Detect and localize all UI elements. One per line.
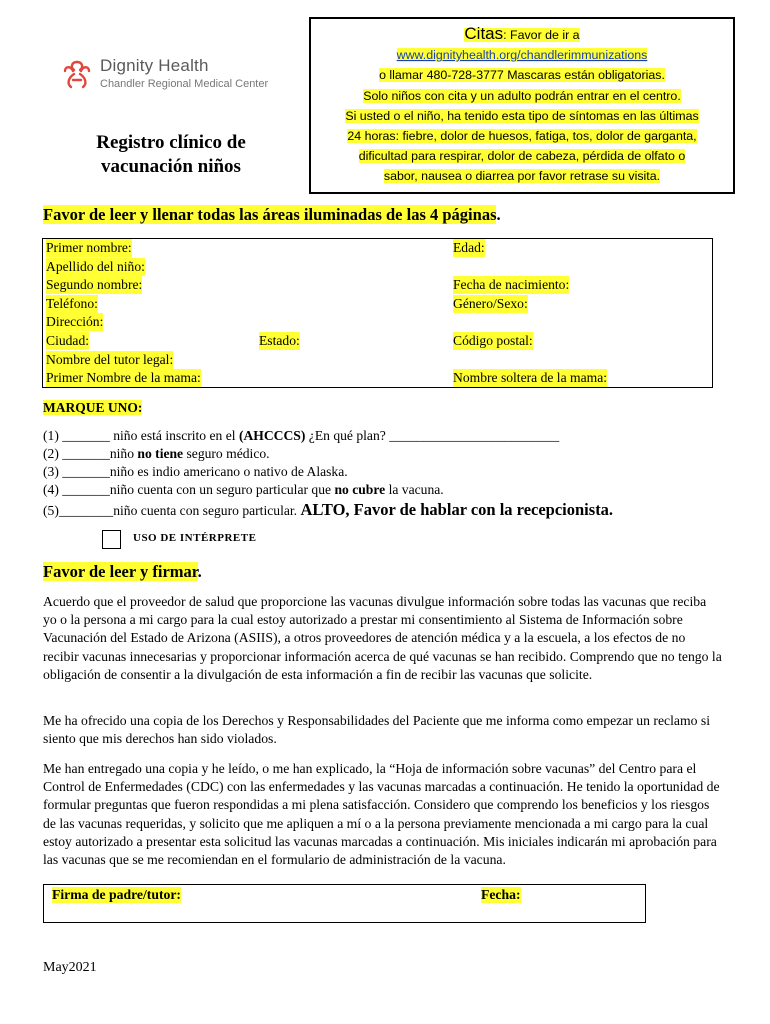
sign-heading-text: Favor de leer y firmar (43, 562, 198, 581)
citas-url-link[interactable]: www.dignityhealth.org/chandlerimmunizations (396, 48, 648, 63)
option-2[interactable] (43, 446, 270, 462)
citas-line2: o llamar 480-728-3777 Mascaras están obligatorias. (379, 68, 665, 83)
consent-paragraph-rights: Me ha ofrecido una copia de los Derechos y Responsabilidades del Paciente que me informa como empezar un reclamo si siento que mis derechos han sido violados. (43, 713, 711, 747)
option-2-text-c: seguro médico. (183, 446, 270, 461)
field-tutor-legal[interactable]: Nombre del tutor legal: (46, 351, 174, 367)
logo-brand: Dignity Health (100, 56, 209, 75)
logo-subtitle: Chandler Regional Medical Center (100, 78, 269, 90)
field-estado[interactable]: Estado: (259, 333, 300, 348)
field-nombre-mama[interactable]: Primer Nombre de la mama: (46, 370, 201, 386)
document-title (60, 131, 282, 179)
document-title-line2: vacunación niños (101, 156, 241, 177)
citas-box (309, 17, 735, 194)
instructions-heading (43, 205, 501, 225)
field-ciudad[interactable]: Ciudad: (46, 333, 90, 348)
option-4-bold: no cubre (334, 482, 386, 497)
option-4[interactable] (43, 482, 444, 498)
marque-uno-heading (43, 400, 142, 416)
option-4-text-a: (4) _______niño cuenta con un seguro particular que (43, 482, 335, 497)
footer-date: May2021 (43, 960, 97, 975)
field-telefono[interactable]: Teléfono: (46, 295, 98, 311)
date-label: Fecha: (481, 887, 521, 902)
patient-info-form (42, 238, 713, 388)
consent-paragraph-cdc: Me han entregado una copia y he leído, o me han explicado, la “Hoja de información sobre vacunas” del Centro para el Control de Enfermedades (CDC) con las enfermedades y las vacunas marcadas a continuación. He tenido la oportunidad de formular preguntas que fueron respondidas a mi plena satisfacción. Considero que comprendo los beneficios y los riesgos de las vacunas requeridas, y solicito que me apliquen a mí o a la persona previamente mencionada a mi cargo para la cual estoy autorizado a presentar esta solicitud las vacunas marcadas a continuación. Mis iniciales indicarán mi aprobación para las vacunas que se me recomiendan en el formulario de administración de la vacuna. (43, 761, 720, 868)
logo (62, 56, 302, 96)
option-4-text-c: la vacuna. (385, 482, 444, 497)
field-primer-nombre[interactable]: Primer nombre: (46, 240, 132, 255)
dignity-health-logo-icon (62, 58, 92, 90)
field-codigo-postal[interactable]: Código postal: (453, 333, 533, 348)
option-3[interactable] (43, 464, 348, 480)
option-5-alto-warning: ALTO, Favor de hablar con la recepcionista. (300, 500, 614, 519)
citas-line3: Solo niños con cita y un adulto podrán entrar en el centro. (363, 88, 681, 103)
option-1-ahcccs: (AHCCCS) (238, 428, 306, 443)
signature-label: Firma de padre/tutor: (52, 887, 181, 902)
citas-line4: Si usted o el niño, ha tenido esta tipo de síntomas en las últimas (345, 108, 699, 123)
field-direccion[interactable]: Dirección: (46, 314, 104, 330)
option-1[interactable] (43, 428, 559, 444)
instructions-text: Favor de leer y llenar todas las áreas iluminadas de las 4 páginas (43, 205, 497, 224)
instructions-end: . (496, 205, 501, 224)
option-5[interactable] (43, 500, 613, 520)
citas-line6: dificultad para respirar, dolor de cabeza, pérdida de olfato o (358, 149, 686, 164)
field-apellido[interactable]: Apellido del niño: (46, 258, 145, 274)
field-soltera-mama[interactable]: Nombre soltera de la mama: (453, 370, 608, 386)
option-3-text: (3) _______niño es indio americano o nativo de Alaska. (43, 464, 348, 479)
option-1-text-a: (1) _______ niño está inscrito en el (43, 428, 239, 443)
option-5-text-a: (5)________niño cuenta con seguro particular. (43, 503, 301, 518)
option-1-text-c: ¿En qué plan? _________________________ (305, 428, 560, 443)
consent-paragraph-asiis: Acuerdo que el proveedor de salud que proporcione las vacunas divulgue información sobre todas las vacunas que reciba yo o la persona a mi cargo para la cual estoy autorizado a prestar mi consentimiento al Sistema de Información sobre Vacunación del Estado de Arizona (ASIIS), a otros proveedores de atención médica y a la escuela, a los efectos de no recibir vacunas innecesarias y proporcionar información acerca de qué vacunas se han recibido. Comprendo que no tengo la obligación de consentir a la divulgación de esta información a fin de recibir las vacunas que solicite. (43, 594, 722, 682)
citas-heading: Citas (464, 24, 504, 43)
option-2-text-a: (2) _______niño (43, 446, 138, 461)
citas-line7: sabor, nausea o diarrea por favor retrase su visita. (383, 169, 661, 184)
interpreter-label: USO DE INTÉRPRETE (133, 532, 257, 544)
document-title-line1: Registro clínico de (96, 132, 246, 153)
citas-line5: 24 horas: fiebre, dolor de huesos, fatiga, tos, dolor de garganta, (347, 129, 697, 144)
field-fecha-nacimiento[interactable]: Fecha de nacimiento: (453, 277, 570, 293)
field-edad[interactable]: Edad: (453, 240, 485, 255)
marque-uno-text: MARQUE UNO: (43, 400, 143, 415)
citas-heading-rest: : Favor de ir a (503, 28, 580, 42)
sign-heading (43, 562, 202, 582)
signature-box[interactable] (43, 884, 646, 923)
interpreter-checkbox[interactable] (102, 530, 121, 549)
field-segundo-nombre[interactable]: Segundo nombre: (46, 277, 143, 293)
sign-heading-end: . (197, 562, 202, 581)
option-2-bold: no tiene (137, 446, 184, 461)
field-genero[interactable]: Género/Sexo: (453, 295, 528, 311)
